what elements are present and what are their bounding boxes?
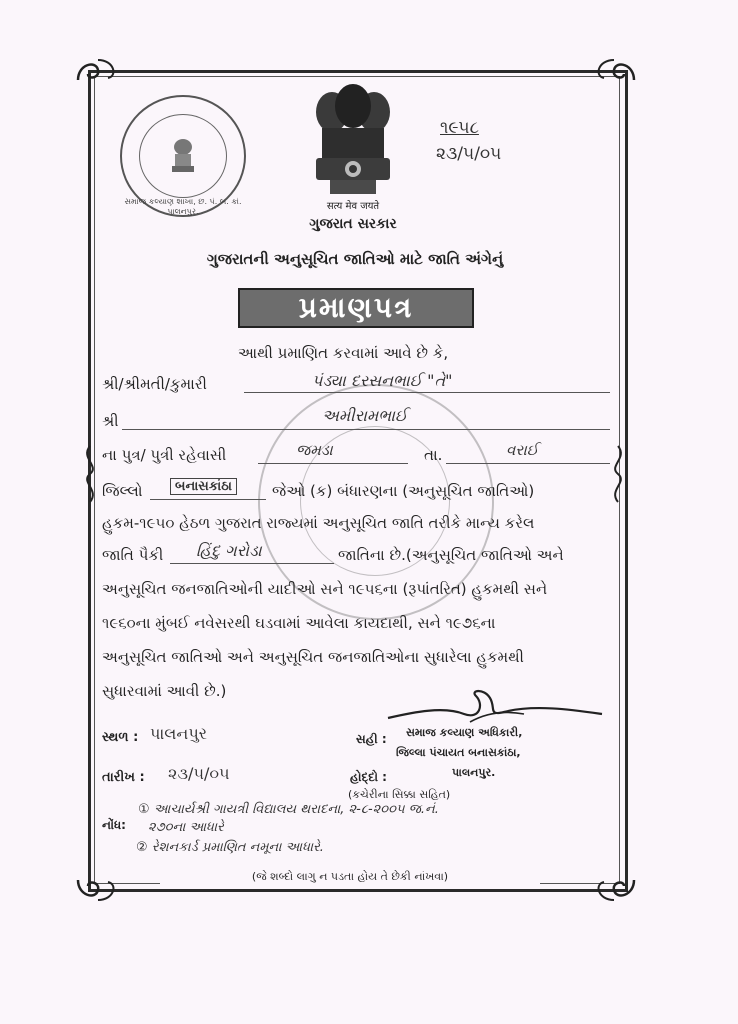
label-caste: જાતિ પૈકી bbox=[102, 546, 164, 564]
officer-title-1: સમાજ કલ્યાણ અધિકારી, bbox=[406, 726, 523, 739]
emblem-small-icon bbox=[168, 137, 198, 175]
label-father: શ્રી bbox=[102, 412, 119, 430]
value-village: જમડા bbox=[296, 441, 333, 459]
footer-instruction: (જે શબ્દો લાગુ ન પડતા હોય તે છેકી નાંખવા) bbox=[160, 870, 540, 884]
intro-line: આથી પ્રમાણિત કરવામાં આવે છે કે, bbox=[238, 344, 449, 362]
certificate-subtitle: ગુજરાતની અનુસૂચિત જાતિઓ માટે જાતિ અંગેનું bbox=[206, 250, 504, 268]
label-name: શ્રી/શ્રીમતી/કુમારી bbox=[102, 375, 207, 393]
note-1-continued: ૨૭૦ના આધારે bbox=[148, 820, 224, 835]
note-2: ② રેશનકાર્ડ પ્રમાણિત નમૂના આધારે. bbox=[136, 840, 324, 855]
district-tail: જેઓ (ક) બંધારણના (અનુસૂચિત જાતિઓ) bbox=[272, 482, 535, 500]
label-child-resident: ના પુત્ર/ પુત્રી રહેવાસી bbox=[102, 446, 227, 464]
certificate-title: પ્રમાણપત્ર bbox=[298, 291, 414, 324]
reference-date: ૨૩/૫/૦૫ bbox=[436, 144, 502, 164]
value-caste: હિંદુ ગરોડા bbox=[196, 541, 262, 560]
ornament-corner-top-right bbox=[592, 56, 638, 102]
label-notes: નોંધ: bbox=[102, 818, 126, 832]
certificate-title-band bbox=[238, 288, 474, 328]
ornament-corner-bottom-right bbox=[592, 858, 638, 904]
ornament-side-right bbox=[606, 444, 630, 504]
office-seal-inner bbox=[139, 114, 227, 198]
label-post: હોદ્દો : bbox=[350, 770, 387, 784]
officer-title-2: જિલ્લા પંચાયત બનાસકાંઠા, bbox=[396, 746, 521, 759]
value-taluka: વરાઈ bbox=[506, 441, 539, 459]
district-rule bbox=[150, 499, 266, 500]
government-name: ગુજરાત સરકાર bbox=[309, 216, 397, 232]
paragraph-line-3: અનુસૂચિત જાતિઓ અને અનુસૂચિત જનજાતિઓના સુધારેલા હુકમથી bbox=[102, 648, 524, 666]
office-seal-text: સમાજ કલ્યાણ શાખા, છ. પં. બ. કાં. પાલનપુર. bbox=[124, 197, 242, 216]
label-place: સ્થળ : bbox=[102, 730, 139, 745]
taluka-rule bbox=[446, 463, 610, 464]
father-rule bbox=[122, 429, 610, 430]
label-date: તારીખ : bbox=[102, 770, 145, 785]
value-name: પંડ્યા દરસનભાઈ "તે" bbox=[312, 371, 453, 390]
paragraph-line-1: અનુસૂચિત જનજાતિઓની યાદીઓ સને ૧૯૫૬ના (રૂપાંતરિત) હુકમથી સને bbox=[102, 580, 548, 598]
value-place: પાલનપુર bbox=[150, 724, 207, 743]
officer-signature bbox=[384, 684, 606, 726]
national-emblem-icon bbox=[310, 82, 396, 202]
label-sign: સહી : bbox=[356, 732, 387, 746]
reference-number: ૧૯૫૮ bbox=[440, 118, 479, 138]
label-taluka: તા. bbox=[424, 446, 443, 464]
caste-rule bbox=[170, 563, 334, 564]
note-1: ① આચાર્યશ્રી ગાયત્રી વિદ્યાલય થરાદના, ૨-૮-૨૦૦૫ જ.નં. bbox=[138, 802, 439, 817]
village-rule bbox=[258, 463, 408, 464]
order-line: હુકમ-૧૯૫૦ હેઠળ ગુજરાત રાજ્યમાં અનુસૂચિત જાતિ તરીકે માન્ય કરેલ bbox=[102, 514, 535, 532]
value-district: બનાસકાંઠા bbox=[170, 478, 237, 495]
value-father: અમીરામભાઈ bbox=[322, 406, 408, 425]
ornament-side-left bbox=[78, 444, 102, 504]
office-seal-note: (કચેરીના સિક્કા સહિત) bbox=[348, 788, 451, 801]
caste-tail: જાતિના છે.(અનુસૂચિત જાતિઓ અને bbox=[338, 546, 564, 564]
paragraph-line-2: ૧૯૬૦ના મુંબઈ નવેસરથી ઘડવામાં આવેલા કાયદાથી, સને ૧૯૭૬ના bbox=[102, 614, 496, 632]
officer-title-3: પાલનપુર. bbox=[452, 766, 496, 779]
ornament-corner-top-left bbox=[74, 56, 120, 102]
value-date: ૨૩/૫/૦૫ bbox=[168, 764, 230, 783]
ornament-corner-bottom-left bbox=[74, 858, 120, 904]
paragraph-line-4: સુધારવામાં આવી છે.) bbox=[102, 682, 227, 700]
office-seal bbox=[120, 95, 246, 217]
name-rule bbox=[244, 392, 610, 393]
label-district: જિલ્લો bbox=[102, 482, 143, 500]
national-motto: सत्य मेव जयते bbox=[326, 201, 380, 212]
